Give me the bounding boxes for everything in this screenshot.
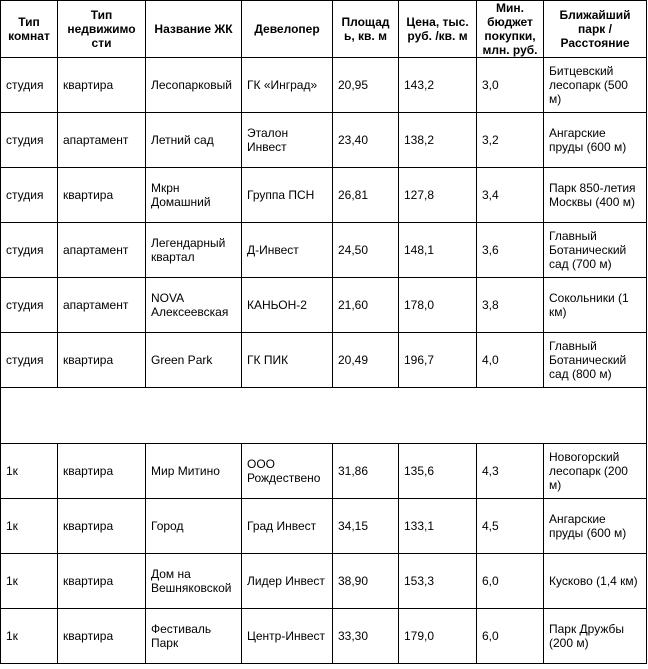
- header-room-type: Тип комнат: [1, 1, 58, 58]
- table-row: [1, 168, 647, 223]
- cell-room-type: студия: [1, 223, 58, 278]
- cell-property-type: квартира: [58, 58, 146, 113]
- cell-complex-name: Летний сад: [146, 113, 242, 168]
- cell-min-budget: 6,0: [477, 609, 544, 664]
- cell-min-budget: 4,0: [477, 333, 544, 388]
- cell-nearest-park: Парк Дружбы (200 м): [544, 609, 647, 664]
- cell-min-budget: 3,2: [477, 113, 544, 168]
- cell-nearest-park: Главный Ботанический сад (800 м): [544, 333, 647, 388]
- cell-complex-name: Green Park: [146, 333, 242, 388]
- cell-property-type: квартира: [58, 499, 146, 554]
- table-row: [1, 554, 647, 609]
- cell-complex-name: Город: [146, 499, 242, 554]
- cell-complex-name: Дом на Вешняковской: [146, 554, 242, 609]
- header-developer: Девелопер: [242, 1, 333, 58]
- cell-developer: Лидер Инвест: [242, 554, 333, 609]
- table-row: [1, 444, 647, 499]
- cell-price: 179,0: [399, 609, 477, 664]
- cell-room-type: 1к: [1, 499, 58, 554]
- cell-min-budget: 3,0: [477, 58, 544, 113]
- cell-room-type: студия: [1, 278, 58, 333]
- header-area: Площад ь, кв. м: [333, 1, 399, 58]
- cell-price: 135,6: [399, 444, 477, 499]
- cell-area: 21,60: [333, 278, 399, 333]
- table-row: [1, 609, 647, 664]
- cell-nearest-park: Сокольники (1 км): [544, 278, 647, 333]
- table-header-row: [1, 1, 647, 58]
- cell-developer: ООО Рождествено: [242, 444, 333, 499]
- cell-room-type: 1к: [1, 554, 58, 609]
- cell-room-type: студия: [1, 113, 58, 168]
- cell-price: 196,7: [399, 333, 477, 388]
- table-body: [1, 58, 647, 664]
- cell-price: 127,8: [399, 168, 477, 223]
- cell-complex-name: Лесопарковый: [146, 58, 242, 113]
- cell-nearest-park: Битцевский лесопарк (500 м): [544, 58, 647, 113]
- cell-price: 153,3: [399, 554, 477, 609]
- cell-nearest-park: Главный Ботанический сад (700 м): [544, 223, 647, 278]
- cell-developer: Д-Инвест: [242, 223, 333, 278]
- cell-area: 20,95: [333, 58, 399, 113]
- header-price: Цена, тыс. руб. /кв. м: [399, 1, 477, 58]
- cell-complex-name: Легендарный квартал: [146, 223, 242, 278]
- header-min-budget: Мин. бюджет покупки, млн. руб.: [477, 1, 544, 58]
- cell-area: 20,49: [333, 333, 399, 388]
- cell-room-type: 1к: [1, 609, 58, 664]
- cell-room-type: студия: [1, 58, 58, 113]
- cell-nearest-park: Кусково (1,4 км): [544, 554, 647, 609]
- separator-row: [1, 388, 647, 444]
- cell-developer: КАНЬОН-2: [242, 278, 333, 333]
- cell-nearest-park: Ангарские пруды (600 м): [544, 499, 647, 554]
- cell-area: 24,50: [333, 223, 399, 278]
- cell-min-budget: 3,8: [477, 278, 544, 333]
- table-row: [1, 113, 647, 168]
- cell-developer: ГК «Инград»: [242, 58, 333, 113]
- cell-price: 143,2: [399, 58, 477, 113]
- cell-area: 33,30: [333, 609, 399, 664]
- cell-min-budget: 4,5: [477, 499, 544, 554]
- cell-min-budget: 3,4: [477, 168, 544, 223]
- cell-complex-name: Мкрн Домашний: [146, 168, 242, 223]
- cell-developer: Центр-Инвест: [242, 609, 333, 664]
- cell-property-type: квартира: [58, 554, 146, 609]
- table-row: [1, 58, 647, 113]
- cell-developer: Град Инвест: [242, 499, 333, 554]
- cell-complex-name: Мир Митино: [146, 444, 242, 499]
- cell-property-type: квартира: [58, 168, 146, 223]
- cell-property-type: апартамент: [58, 113, 146, 168]
- cell-nearest-park: Новогорский лесопарк (200 м): [544, 444, 647, 499]
- cell-complex-name: NOVA Алексеевская: [146, 278, 242, 333]
- header-nearest-park: Ближайший парк / Расстояние: [544, 1, 647, 58]
- cell-price: 138,2: [399, 113, 477, 168]
- cell-room-type: 1к: [1, 444, 58, 499]
- table-row: [1, 278, 647, 333]
- cell-area: 34,15: [333, 499, 399, 554]
- table-row: [1, 223, 647, 278]
- cell-complex-name: Фестиваль Парк: [146, 609, 242, 664]
- cell-area: 31,86: [333, 444, 399, 499]
- cell-room-type: студия: [1, 333, 58, 388]
- cell-min-budget: 4,3: [477, 444, 544, 499]
- cell-area: 26,81: [333, 168, 399, 223]
- cell-min-budget: 6,0: [477, 554, 544, 609]
- cell-area: 38,90: [333, 554, 399, 609]
- cell-developer: ГК ПИК: [242, 333, 333, 388]
- empty-cell: [1, 388, 647, 444]
- cell-price: 178,0: [399, 278, 477, 333]
- cell-price: 133,1: [399, 499, 477, 554]
- header-property-type: Тип недвижимо сти: [58, 1, 146, 58]
- cell-property-type: апартамент: [58, 223, 146, 278]
- cell-property-type: квартира: [58, 609, 146, 664]
- cell-room-type: студия: [1, 168, 58, 223]
- cell-developer: Группа ПСН: [242, 168, 333, 223]
- table-row: [1, 499, 647, 554]
- cell-nearest-park: Парк 850-летия Москвы (400 м): [544, 168, 647, 223]
- cell-nearest-park: Ангарские пруды (600 м): [544, 113, 647, 168]
- header-complex-name: Название ЖК: [146, 1, 242, 58]
- cell-price: 148,1: [399, 223, 477, 278]
- cell-property-type: апартамент: [58, 278, 146, 333]
- cell-developer: Эталон Инвест: [242, 113, 333, 168]
- cell-area: 23,40: [333, 113, 399, 168]
- table-row: [1, 333, 647, 388]
- cell-property-type: квартира: [58, 333, 146, 388]
- cell-property-type: квартира: [58, 444, 146, 499]
- cell-min-budget: 3,6: [477, 223, 544, 278]
